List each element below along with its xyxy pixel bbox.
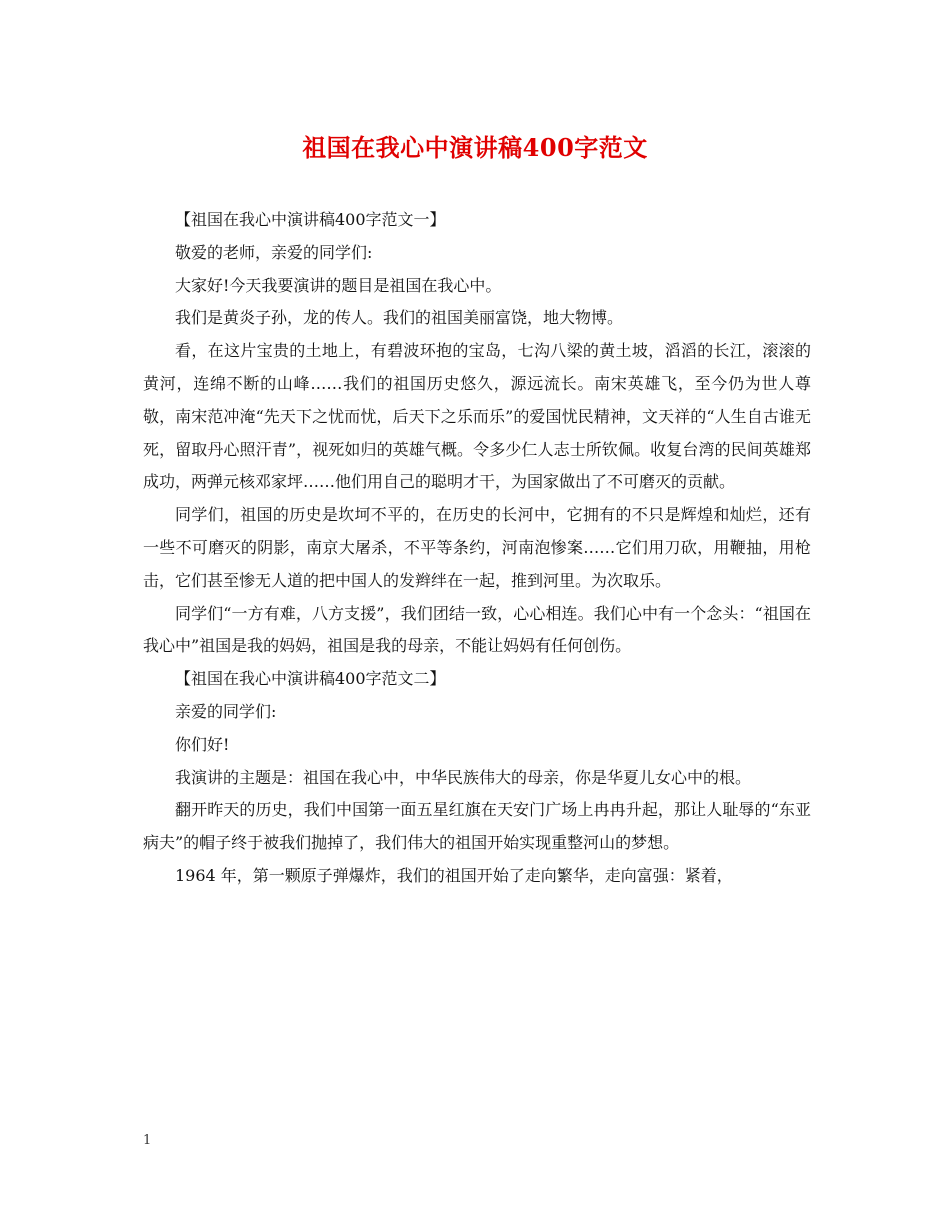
page-number: 1	[143, 1133, 152, 1148]
paragraph: 我演讲的主题是：祖国在我心中，中华民族伟大的母亲，你是华夏儿女心中的根。	[175, 767, 752, 787]
paragraph: 你们好!	[175, 734, 230, 754]
paragraph: 敬爱的老师，亲爱的同学们:	[175, 242, 373, 262]
paragraph: 我们是黄炎子孙，龙的传人。我们的祖国美丽富饶，地大物博。	[175, 308, 624, 328]
paragraph: 【祖国在我心中演讲稿400字范文一】	[175, 210, 446, 229]
paragraph: 看，在这片宝贵的土地上，有碧波环抱的宝岛，七沟八梁的黄土坡，滔滔的长江，滚滚的黄河，连绵不断的山峰……我们的祖国历史悠久，源远流长。南宋英雄飞，至今仍为世人尊敬，南宋范冲淹“先天下之忧而忧，后天下之乐而乐”的爱国忧民精神，文天祥的“人生自古谁无死，留取丹心照汗青”，视死如归的英雄气概。令多少仁人志士所钦佩。收复台湾的民间英雄郑成功，两弹元核邓家坪……他们用自己的聪明才干，为国家做出了不可磨灭的贡献。	[143, 341, 811, 492]
paragraph: 大家好!今天我要演讲的题目是祖国在我心中。	[175, 275, 502, 295]
document-body	[143, 204, 811, 893]
paragraph: 1964 年，第一颗原子弹爆炸，我们的祖国开始了走向繁华，走向富强：紧着，	[175, 865, 733, 885]
paragraph: 同学们“一方有难，八方支援”，我们团结一致，心心相连。我们心中有一个念头：“祖国在我心中”祖国是我的妈妈，祖国是我的母亲，不能让妈妈有任何创伤。	[143, 603, 811, 656]
paragraph: 翻开昨天的历史，我们中国第一面五星红旗在天安门广场上冉冉升起，那让人耻辱的“东亚病夫”的帽子终于被我们抛掉了，我们伟大的祖国开始实现重整河山的梦想。	[143, 800, 811, 853]
paragraph: 亲爱的同学们:	[175, 701, 277, 721]
paragraph: 【祖国在我心中演讲稿400字范文二】	[175, 669, 446, 689]
paragraph: 同学们，祖国的历史是坎坷不平的，在历史的长河中，它拥有的不只是辉煌和灿烂，还有一些不可磨灭的阴影，南京大屠杀，不平等条约，河南泡惨案……它们用刀砍，用鞭抽，用枪击，它们甚至惨无人道的把中国人的发辫绊在一起，推到河里。为次取乐。	[143, 505, 811, 590]
document-title: 祖国在我心中演讲稿400字范文	[302, 133, 648, 162]
